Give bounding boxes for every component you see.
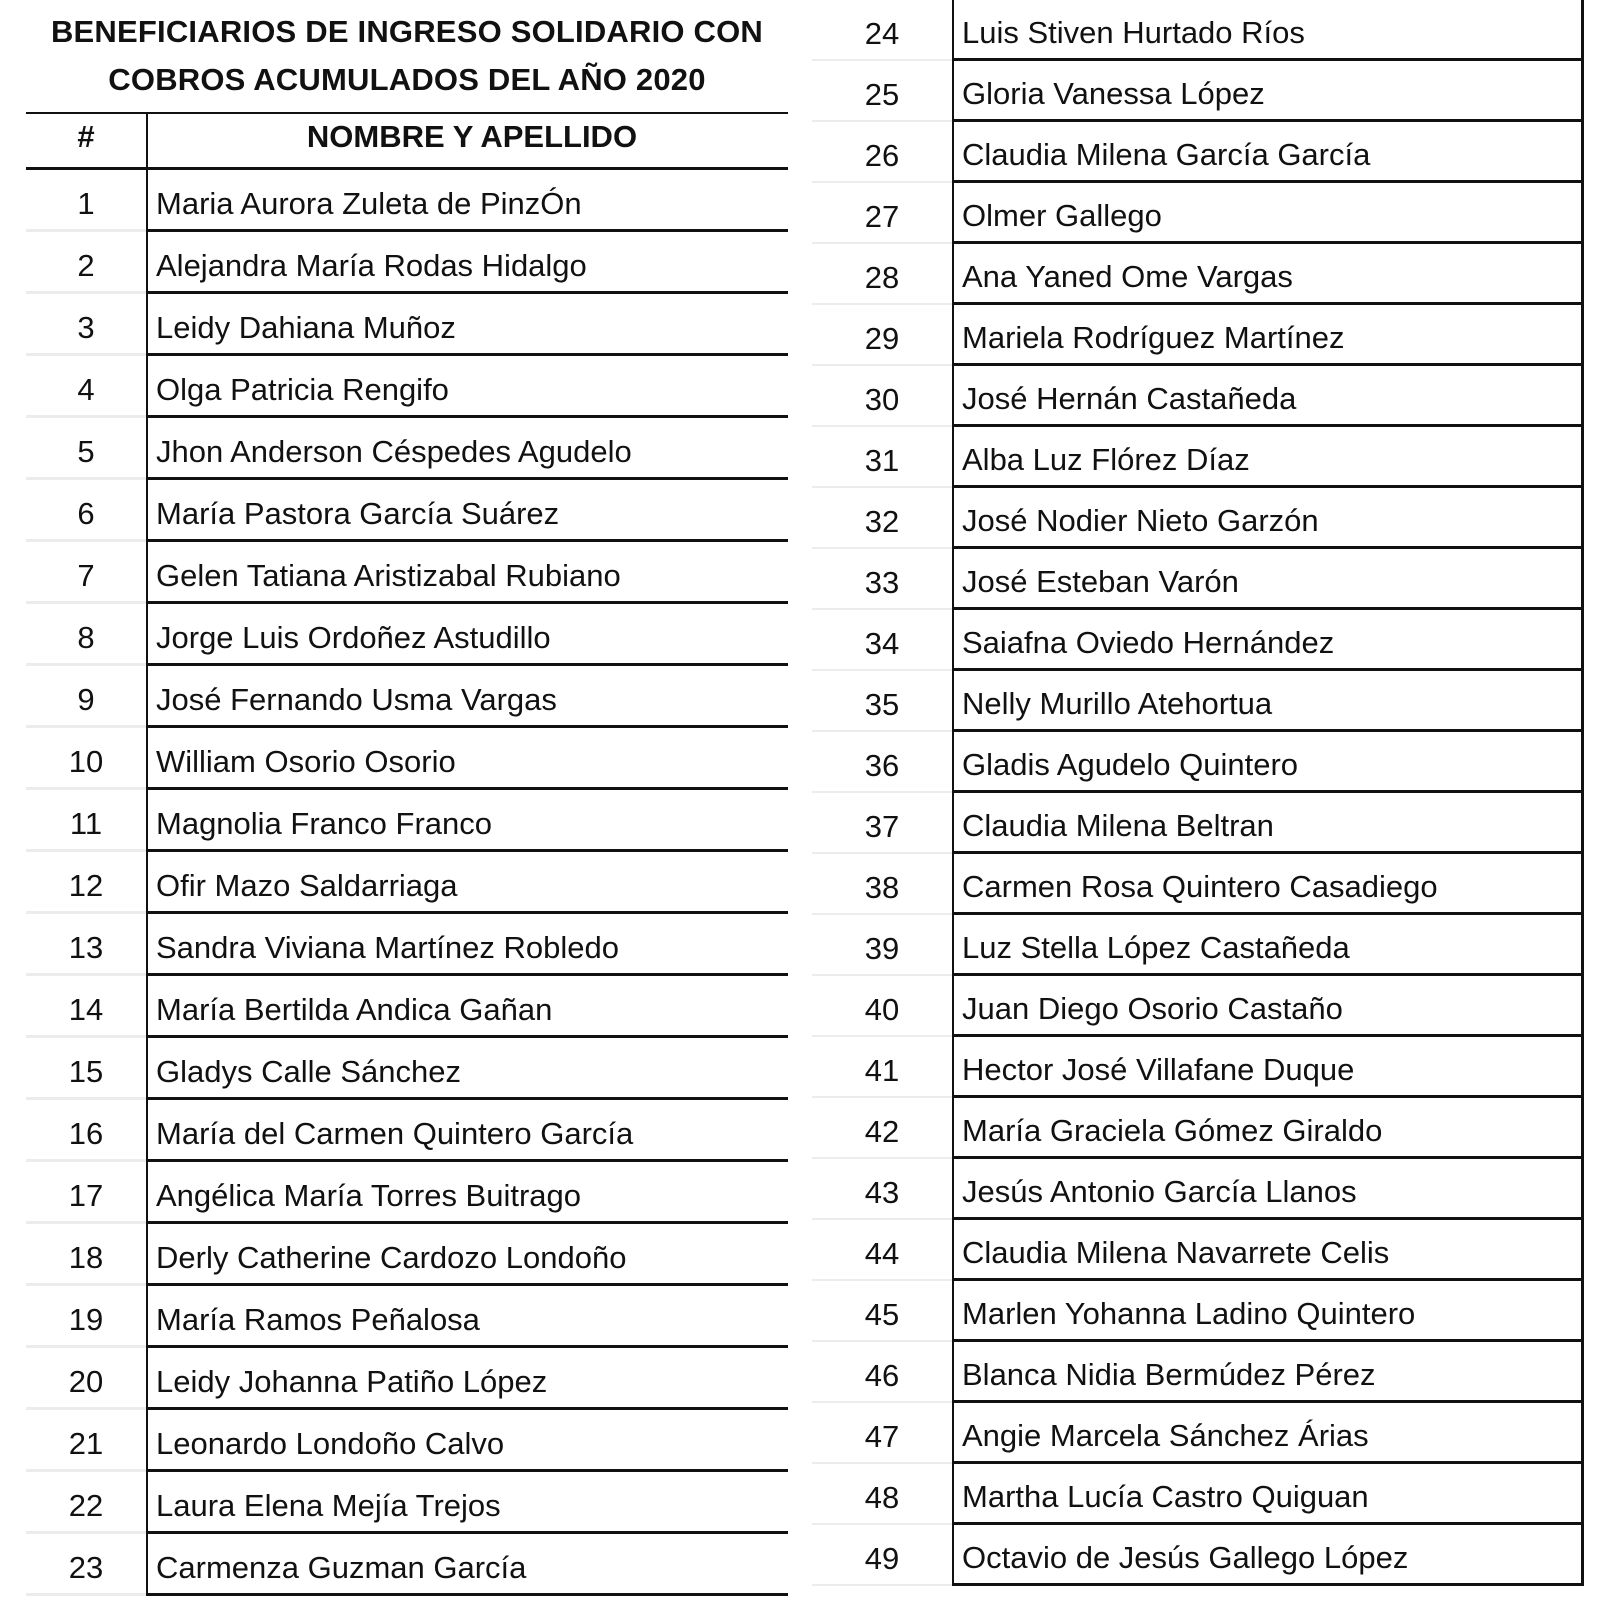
row-number: 5 bbox=[26, 418, 146, 480]
table-row bbox=[26, 542, 788, 604]
table-row bbox=[812, 1037, 1584, 1098]
row-name: Hector José Villafane Duque bbox=[952, 1037, 1584, 1098]
row-number: 41 bbox=[812, 1037, 952, 1098]
row-name: José Hernán Castañeda bbox=[952, 366, 1584, 427]
table-row bbox=[812, 1098, 1584, 1159]
row-name: Leidy Dahiana Muñoz bbox=[146, 294, 788, 353]
table-row bbox=[812, 488, 1584, 549]
row-name: Luis Stiven Hurtado Ríos bbox=[952, 0, 1584, 61]
column-header-row bbox=[26, 114, 788, 170]
table-row bbox=[26, 1348, 788, 1410]
row-name: María Graciela Gómez Giraldo bbox=[952, 1098, 1584, 1159]
row-name: Magnolia Franco Franco bbox=[146, 790, 788, 849]
table-row bbox=[812, 244, 1584, 305]
row-number: 6 bbox=[26, 480, 146, 542]
row-number: 4 bbox=[26, 356, 146, 418]
row-number: 18 bbox=[26, 1224, 146, 1286]
table-row bbox=[26, 1286, 788, 1348]
right-rows bbox=[812, 0, 1584, 1586]
table-row bbox=[812, 1525, 1584, 1586]
row-number: 14 bbox=[26, 976, 146, 1038]
row-name: Olga Patricia Rengifo bbox=[146, 356, 788, 415]
table-row bbox=[812, 915, 1584, 976]
title-line-1: BENEFICIARIOS DE INGRESO SOLIDARIO CON bbox=[50, 14, 764, 49]
row-number: 30 bbox=[812, 366, 952, 427]
table-row bbox=[812, 1464, 1584, 1525]
table-row bbox=[26, 1410, 788, 1472]
row-name: José Nodier Nieto Garzón bbox=[952, 488, 1584, 549]
row-number: 17 bbox=[26, 1162, 146, 1224]
row-name: María Ramos Peñalosa bbox=[146, 1286, 788, 1345]
row-name: Claudia Milena Navarrete Celis bbox=[952, 1220, 1584, 1281]
row-number: 42 bbox=[812, 1098, 952, 1159]
row-name: Blanca Nidia Bermúdez Pérez bbox=[952, 1342, 1584, 1403]
row-name: Gladis Agudelo Quintero bbox=[952, 732, 1584, 793]
row-name: Martha Lucía Castro Quiguan bbox=[952, 1464, 1584, 1525]
table-row bbox=[26, 1162, 788, 1224]
row-number: 24 bbox=[812, 0, 952, 61]
row-number: 36 bbox=[812, 732, 952, 793]
row-name: Claudia Milena Beltran bbox=[952, 793, 1584, 854]
table-row bbox=[26, 666, 788, 728]
table-row bbox=[812, 0, 1584, 61]
row-number: 26 bbox=[812, 122, 952, 183]
row-name: Ana Yaned Ome Vargas bbox=[952, 244, 1584, 305]
row-name: Octavio de Jesús Gallego López bbox=[952, 1525, 1584, 1586]
table-row bbox=[812, 305, 1584, 366]
table-row bbox=[26, 976, 788, 1038]
row-number: 39 bbox=[812, 915, 952, 976]
row-number: 32 bbox=[812, 488, 952, 549]
table-row bbox=[26, 480, 788, 542]
row-name: Gloria Vanessa López bbox=[952, 61, 1584, 122]
row-number: 9 bbox=[26, 666, 146, 728]
row-name: María del Carmen Quintero García bbox=[146, 1100, 788, 1159]
table-row bbox=[812, 1159, 1584, 1220]
row-number: 49 bbox=[812, 1525, 952, 1586]
column-header-name: NOMBRE Y APELLIDO bbox=[146, 114, 788, 167]
row-number: 19 bbox=[26, 1286, 146, 1348]
row-number: 23 bbox=[26, 1534, 146, 1596]
row-number: 7 bbox=[26, 542, 146, 604]
row-number: 29 bbox=[812, 305, 952, 366]
row-name: Ofir Mazo Saldarriaga bbox=[146, 852, 788, 911]
row-number: 35 bbox=[812, 671, 952, 732]
row-name: Derly Catherine Cardozo Londoño bbox=[146, 1224, 788, 1283]
row-name: Luz Stella López Castañeda bbox=[952, 915, 1584, 976]
row-name: Olmer Gallego bbox=[952, 183, 1584, 244]
row-name: William Osorio Osorio bbox=[146, 728, 788, 787]
row-name: Saiafna Oviedo Hernández bbox=[952, 610, 1584, 671]
row-name: María Pastora García Suárez bbox=[146, 480, 788, 539]
table-row bbox=[812, 732, 1584, 793]
row-number: 11 bbox=[26, 790, 146, 852]
row-name: Gelen Tatiana Aristizabal Rubiano bbox=[146, 542, 788, 601]
row-number: 47 bbox=[812, 1403, 952, 1464]
row-name: Nelly Murillo Atehortua bbox=[952, 671, 1584, 732]
row-name: Alba Luz Flórez Díaz bbox=[952, 427, 1584, 488]
row-name: José Fernando Usma Vargas bbox=[146, 666, 788, 725]
table-row bbox=[26, 728, 788, 790]
row-name: Maria Aurora Zuleta de PinzÓn bbox=[146, 170, 788, 229]
row-name: Alejandra María Rodas Hidalgo bbox=[146, 232, 788, 291]
row-name: Mariela Rodríguez Martínez bbox=[952, 305, 1584, 366]
row-number: 34 bbox=[812, 610, 952, 671]
title-line-2: COBROS ACUMULADOS DEL AÑO 2020 bbox=[108, 62, 706, 97]
table-row bbox=[812, 854, 1584, 915]
table-row bbox=[26, 852, 788, 914]
row-number: 15 bbox=[26, 1038, 146, 1100]
row-number: 48 bbox=[812, 1464, 952, 1525]
row-number: 1 bbox=[26, 170, 146, 232]
right-table bbox=[812, 0, 1584, 1586]
row-number: 46 bbox=[812, 1342, 952, 1403]
row-name: Angélica María Torres Buitrago bbox=[146, 1162, 788, 1221]
row-number: 8 bbox=[26, 604, 146, 666]
row-name: Jhon Anderson Céspedes Agudelo bbox=[146, 418, 788, 477]
table-title bbox=[26, 0, 788, 114]
row-number: 20 bbox=[26, 1348, 146, 1410]
row-number: 27 bbox=[812, 183, 952, 244]
row-number: 21 bbox=[26, 1410, 146, 1472]
row-number: 38 bbox=[812, 854, 952, 915]
table-row bbox=[812, 366, 1584, 427]
table-row bbox=[812, 122, 1584, 183]
row-name: Carmen Rosa Quintero Casadiego bbox=[952, 854, 1584, 915]
row-number: 10 bbox=[26, 728, 146, 790]
row-name: Carmenza Guzman García bbox=[146, 1534, 788, 1593]
table-row bbox=[812, 427, 1584, 488]
table-row bbox=[812, 183, 1584, 244]
row-number: 16 bbox=[26, 1100, 146, 1162]
row-number: 13 bbox=[26, 914, 146, 976]
left-table bbox=[26, 0, 788, 1596]
table-row bbox=[26, 790, 788, 852]
table-row bbox=[26, 170, 788, 232]
row-name: Sandra Viviana Martínez Robledo bbox=[146, 914, 788, 973]
row-number: 40 bbox=[812, 976, 952, 1037]
table-row bbox=[812, 549, 1584, 610]
row-number: 2 bbox=[26, 232, 146, 294]
table-row bbox=[26, 294, 788, 356]
row-name: María Bertilda Andica Gañan bbox=[146, 976, 788, 1035]
table-row bbox=[812, 793, 1584, 854]
table-row bbox=[812, 61, 1584, 122]
table-row bbox=[26, 604, 788, 666]
table-row bbox=[812, 1220, 1584, 1281]
column-header-number: # bbox=[77, 119, 95, 154]
row-number: 12 bbox=[26, 852, 146, 914]
table-row bbox=[26, 418, 788, 480]
row-name: Juan Diego Osorio Castaño bbox=[952, 976, 1584, 1037]
table-row bbox=[812, 671, 1584, 732]
row-number: 25 bbox=[812, 61, 952, 122]
row-number: 31 bbox=[812, 427, 952, 488]
table-row bbox=[26, 1038, 788, 1100]
table-row bbox=[26, 356, 788, 418]
row-number: 33 bbox=[812, 549, 952, 610]
table-row bbox=[26, 1100, 788, 1162]
row-name: José Esteban Varón bbox=[952, 549, 1584, 610]
row-number: 43 bbox=[812, 1159, 952, 1220]
left-rows bbox=[26, 170, 788, 1596]
row-number: 44 bbox=[812, 1220, 952, 1281]
row-number: 37 bbox=[812, 793, 952, 854]
row-name: Jorge Luis Ordoñez Astudillo bbox=[146, 604, 788, 663]
table-row bbox=[812, 1281, 1584, 1342]
row-number: 28 bbox=[812, 244, 952, 305]
table-row bbox=[812, 976, 1584, 1037]
table-row bbox=[26, 1534, 788, 1596]
row-name: Leonardo Londoño Calvo bbox=[146, 1410, 788, 1469]
table-row bbox=[812, 610, 1584, 671]
row-name: Claudia Milena García García bbox=[952, 122, 1584, 183]
row-name: Marlen Yohanna Ladino Quintero bbox=[952, 1281, 1584, 1342]
row-number: 22 bbox=[26, 1472, 146, 1534]
row-number: 3 bbox=[26, 294, 146, 356]
table-row bbox=[26, 914, 788, 976]
table-row bbox=[812, 1403, 1584, 1464]
row-name: Gladys Calle Sánchez bbox=[146, 1038, 788, 1097]
row-number: 45 bbox=[812, 1281, 952, 1342]
table-row bbox=[26, 1472, 788, 1534]
row-name: Laura Elena Mejía Trejos bbox=[146, 1472, 788, 1531]
row-name: Jesús Antonio García Llanos bbox=[952, 1159, 1584, 1220]
table-row bbox=[26, 232, 788, 294]
table-row bbox=[812, 1342, 1584, 1403]
row-name: Angie Marcela Sánchez Árias bbox=[952, 1403, 1584, 1464]
table-row bbox=[26, 1224, 788, 1286]
row-name: Leidy Johanna Patiño López bbox=[146, 1348, 788, 1407]
